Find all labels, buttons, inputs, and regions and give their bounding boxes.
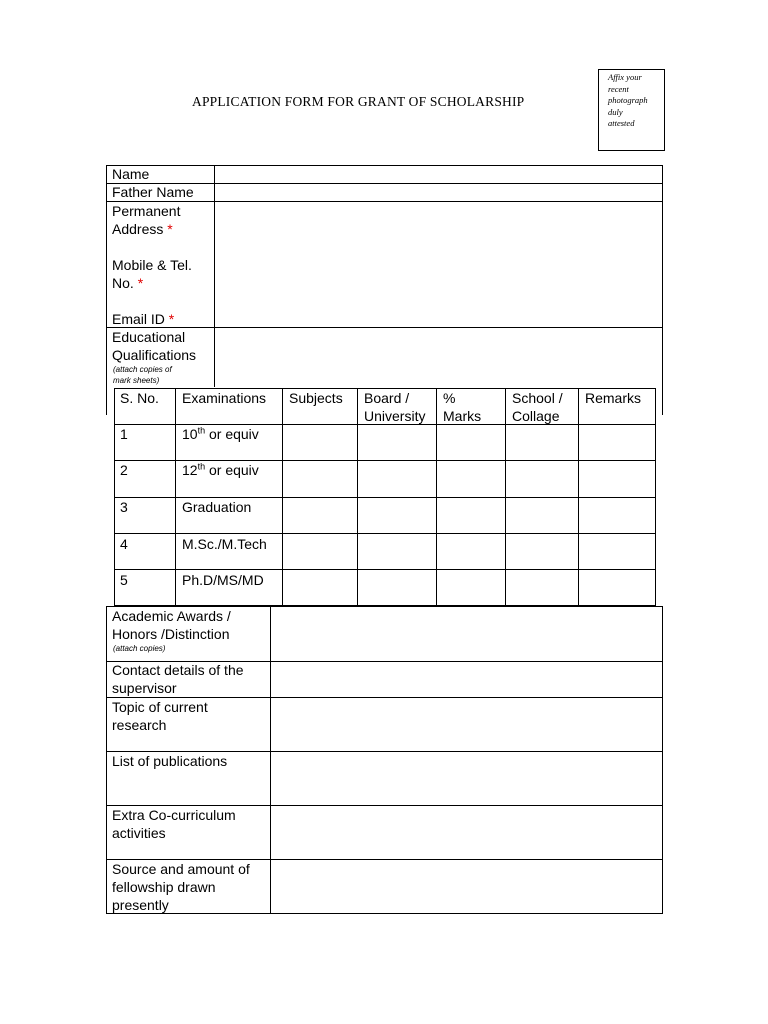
photo-box-line: recent xyxy=(608,83,629,94)
awards-label: Academic Awards / xyxy=(112,608,231,624)
email-label-text: Email ID xyxy=(112,311,165,327)
col-header-examinations: Examinations xyxy=(182,390,267,406)
extra-curricular-label: Extra Co-curriculum xyxy=(112,807,236,823)
contact-details-field[interactable] xyxy=(215,202,661,326)
row-sno: 5 xyxy=(120,572,128,588)
publications-field[interactable] xyxy=(271,752,661,804)
father-name-label: Father Name xyxy=(112,184,194,200)
publications-label: List of publications xyxy=(112,753,228,769)
research-topic-label: Topic of current xyxy=(112,699,208,715)
col-header-subjects: Subjects xyxy=(289,390,343,406)
educational-label: Educational xyxy=(112,329,186,345)
row-exam: Ph.D/MS/MD xyxy=(182,572,264,588)
address-label xyxy=(112,220,173,238)
row-exam-rest: or equiv xyxy=(205,462,259,478)
row-exam-sup: th xyxy=(197,461,206,472)
required-mark: * xyxy=(137,275,144,291)
col-header-school: School / xyxy=(512,390,563,406)
awards-note: (attach copies) xyxy=(113,644,166,653)
photo-box xyxy=(598,69,665,151)
form-title: APPLICATION FORM FOR GRANT OF SCHOLARSHIP xyxy=(192,94,525,109)
row-exam-sup: th xyxy=(197,425,206,436)
row-exam-rest: or equiv xyxy=(205,426,259,442)
mobile-label-text: No. xyxy=(112,275,134,291)
research-topic-field[interactable] xyxy=(271,698,661,750)
mobile-label: Mobile & Tel. xyxy=(112,257,192,273)
awards-label-cont: Honors /Distinction xyxy=(112,626,230,642)
qualification-row-fields[interactable] xyxy=(283,425,656,460)
row-sno: 4 xyxy=(120,536,128,552)
fellowship-label-cont2: presently xyxy=(112,897,169,913)
qualification-row-fields[interactable] xyxy=(283,461,656,496)
photo-box-line: duly xyxy=(608,106,623,117)
col-header-marks: % xyxy=(443,390,456,406)
row-exam xyxy=(182,461,259,479)
name-label: Name xyxy=(112,166,150,182)
required-mark: * xyxy=(168,311,175,327)
row-sno: 3 xyxy=(120,499,128,515)
extra-curricular-label-cont: activities xyxy=(112,825,166,841)
photo-box-line: photograph xyxy=(608,95,648,105)
col-header-board-cont: University xyxy=(364,408,426,424)
supervisor-contact-field[interactable] xyxy=(271,662,661,696)
qualification-row-fields[interactable] xyxy=(283,498,656,532)
research-topic-label-cont: research xyxy=(112,717,167,733)
supervisor-contact-label: Contact details of the xyxy=(112,662,244,678)
row-exam-text: 10 xyxy=(182,426,198,442)
fellowship-label-cont: fellowship drawn xyxy=(112,879,216,895)
required-mark: * xyxy=(167,221,173,237)
mark-sheets-note-cont: mark sheets) xyxy=(113,376,160,385)
row-sno: 2 xyxy=(120,462,128,478)
mobile-label-cont xyxy=(112,274,143,292)
supervisor-contact-label-cont: supervisor xyxy=(112,680,177,696)
email-label xyxy=(112,310,174,328)
col-header-marks-cont: Marks xyxy=(443,408,482,424)
awards-field[interactable] xyxy=(271,607,661,660)
qualifications-label: Qualifications xyxy=(112,347,197,363)
father-name-field[interactable] xyxy=(215,184,661,200)
address-label-text: Address xyxy=(112,221,164,237)
permanent-label: Permanent xyxy=(112,203,181,219)
extra-curricular-field[interactable] xyxy=(271,806,661,858)
photo-box-line: attested xyxy=(608,118,635,128)
col-header-remarks: Remarks xyxy=(585,390,642,406)
row-exam: Graduation xyxy=(182,499,252,515)
mark-sheets-note: (attach copies of xyxy=(113,365,172,374)
qualification-row-fields[interactable] xyxy=(283,570,656,604)
row-exam xyxy=(182,425,259,443)
row-exam: M.Sc./M.Tech xyxy=(182,536,267,552)
fellowship-field[interactable] xyxy=(271,860,661,912)
qualification-row-fields[interactable] xyxy=(283,534,656,568)
col-header-board: Board / xyxy=(364,390,410,406)
col-header-school-cont: Collage xyxy=(512,408,560,424)
fellowship-label: Source and amount of xyxy=(112,861,250,877)
row-exam-text: 12 xyxy=(182,462,198,478)
name-field[interactable] xyxy=(215,166,661,182)
photo-box-line: Affix your xyxy=(608,72,642,82)
col-header-sno: S. No. xyxy=(120,390,159,406)
row-sno: 1 xyxy=(120,426,128,442)
